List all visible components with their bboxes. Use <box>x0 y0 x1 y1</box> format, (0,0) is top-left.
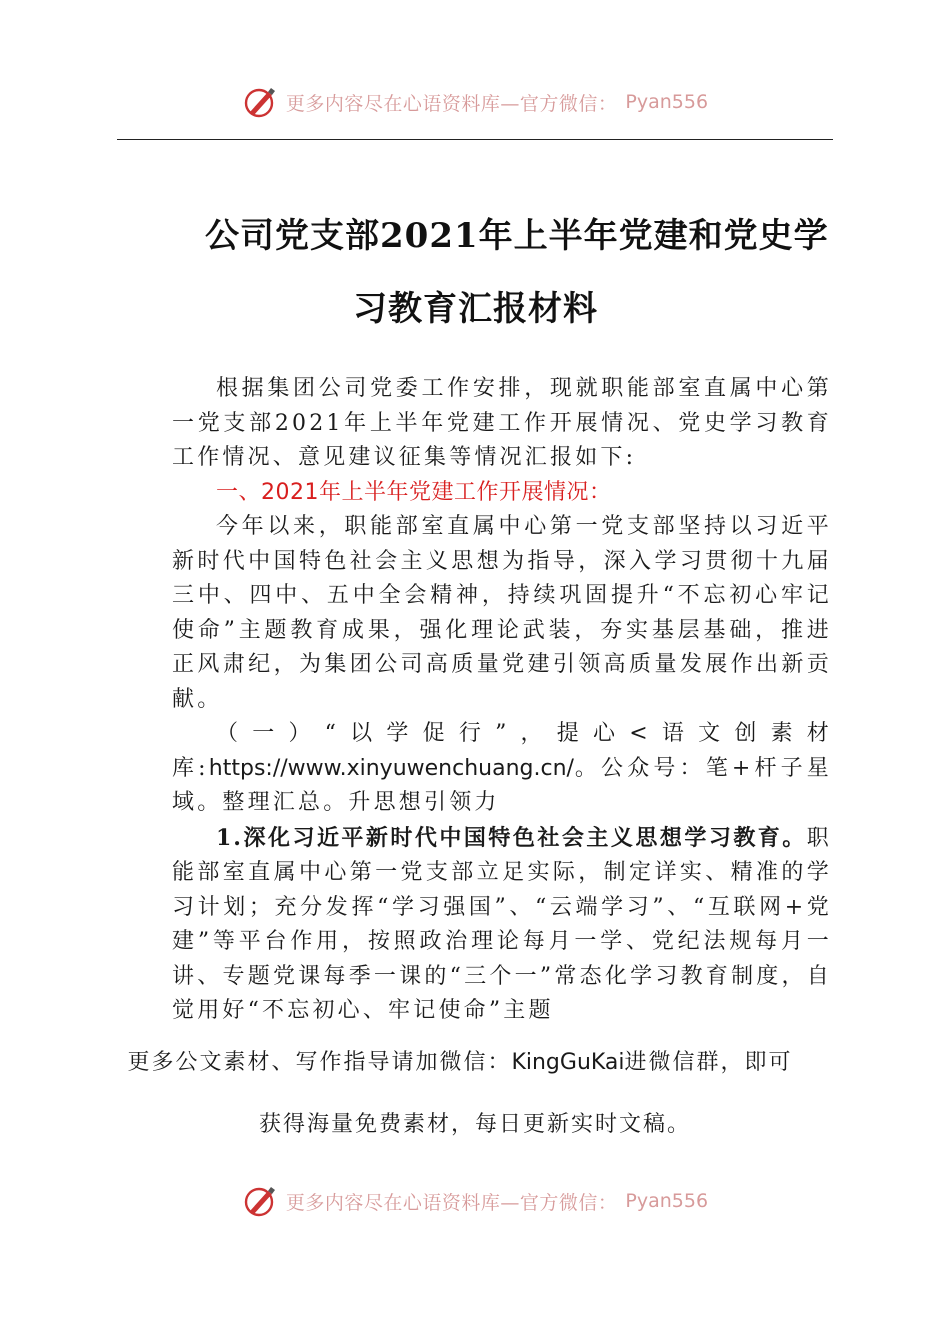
watermark-id: Pyan556 <box>625 91 709 113</box>
pen-logo-icon <box>242 1183 278 1219</box>
watermark-header <box>0 82 950 122</box>
item1-heading: 1.深化习近平新时代中国特色社会主义思想学习教育。 <box>216 824 807 851</box>
document-title-line2: 习教育汇报材料 <box>353 289 598 329</box>
footer-suffix: 进微信群，即可 <box>624 1050 793 1075</box>
footer-note-line2: 获得海量免费素材，每日更新实时文稿。 <box>258 1112 691 1137</box>
footer-note-line1 <box>0 1045 935 1076</box>
subsection1-url[interactable]: https://www.xinyuwenchuang.cn/ <box>208 755 574 781</box>
watermark-text: 更多内容尽在心语资料库—官方微信： <box>285 92 618 115</box>
footer-wechat-id: KingGuKai <box>511 1050 625 1075</box>
item1-text: 职能部室直属中心第一党支部立足实际，制定详实、精准的学习计划；充分发挥“学习强国”、“云端学习”、“互联网+党建”等平台作用，按照政治理论每月一学、党纪法规每月一讲、专题党课每季一课的“三个一”常态化学习教育制度，自觉用好“不忘初心、牢记使命”主题 <box>172 825 832 1023</box>
item1-paragraph <box>172 821 832 1029</box>
section1-heading: 一、2021年上半年党建工作开展情况： <box>216 479 612 505</box>
watermark-id: Pyan556 <box>625 1190 709 1212</box>
watermark-footer <box>0 1181 950 1221</box>
document-title-line1: 公司党支部2021年上半年党建和党史学 <box>205 216 829 256</box>
footer-prefix: 更多公文素材、写作指导请加微信： <box>127 1050 512 1075</box>
pen-logo-icon <box>242 84 278 120</box>
section1-paragraph: 今年以来，职能部室直属中心第一党支部坚持以习近平新时代中国特色社会主义思想为指导，深入学习贯彻十九届三中、四中、五中全会精神，持续巩固提升“不忘初心牢记使命”主题教育成果，强化理论武装，夯实基层基础，推进正风肃纪，为集团公司高质量党建引领高质量发展作出新贡献。 <box>172 514 832 712</box>
subsection1-paragraph <box>172 717 832 821</box>
header-divider <box>117 139 833 140</box>
watermark-text: 更多内容尽在心语资料库—官方微信： <box>285 1191 618 1214</box>
document-body <box>172 372 832 1029</box>
intro-paragraph: 根据集团公司党委工作安排，现就职能部室直属中心第一党支部2021年上半年党建工作开展情况、党史学习教育工作情况、意见建议征集等情况汇报如下: <box>172 376 832 470</box>
subsection1-suffix: 。公众号：笔+杆子星域。整理汇总。升思想引领力 <box>172 755 833 815</box>
subsection1-prefix: （一）“以学促行”，提心<语文创素材库: <box>172 721 832 781</box>
